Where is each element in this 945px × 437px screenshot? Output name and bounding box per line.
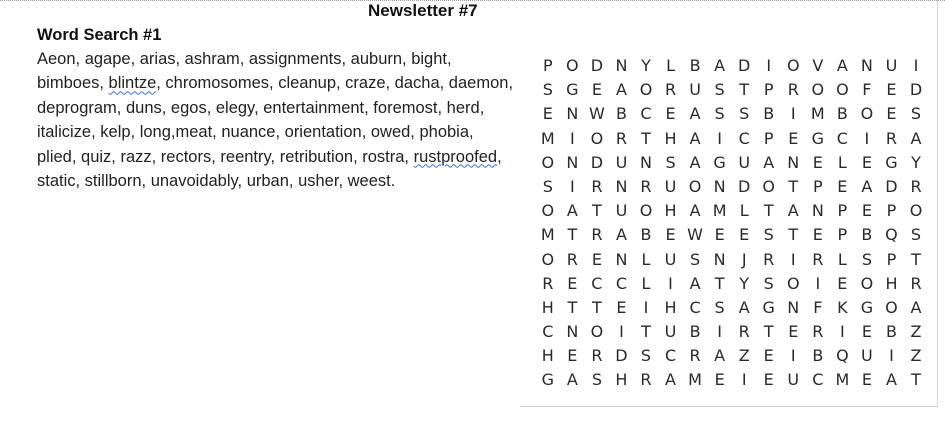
grid-letter: O bbox=[786, 56, 800, 75]
grid-letter: D bbox=[738, 56, 751, 75]
grid-letter: N bbox=[640, 152, 652, 172]
grid-row bbox=[537, 78, 927, 102]
grid-letter: S bbox=[690, 249, 701, 269]
grid-letter: A bbox=[763, 152, 775, 172]
grid-letter: Y bbox=[911, 152, 921, 172]
grid-letter: E bbox=[591, 249, 602, 269]
grid-letter: E bbox=[616, 297, 627, 317]
grid-letter: I bbox=[619, 322, 624, 342]
grid-letter: N bbox=[566, 152, 579, 172]
grid-row bbox=[537, 272, 927, 296]
grid-row bbox=[537, 320, 927, 344]
grid-letter: O bbox=[762, 176, 776, 196]
grid-letter: O bbox=[590, 128, 604, 148]
word-list bbox=[37, 47, 515, 193]
grid-letter: H bbox=[885, 273, 898, 293]
grid-letter: T bbox=[592, 297, 602, 317]
grid-letter: T bbox=[641, 322, 651, 342]
grid-letter: L bbox=[739, 201, 749, 221]
grid-letter: R bbox=[738, 322, 750, 342]
grid-letter: N bbox=[860, 56, 873, 75]
grid-letter: M bbox=[712, 201, 727, 221]
grid-letter: L bbox=[837, 152, 847, 172]
grid-letter: E bbox=[861, 201, 872, 221]
grid-letter: G bbox=[762, 297, 775, 317]
grid-letter: Z bbox=[910, 346, 922, 366]
grid-letter: N bbox=[713, 249, 726, 269]
newsletter-title: Newsletter #7 bbox=[368, 1, 478, 20]
grid-letter: R bbox=[566, 249, 578, 269]
grid-letter: E bbox=[665, 225, 676, 245]
grid-letter: R bbox=[885, 128, 898, 148]
grid-letter: L bbox=[666, 56, 675, 75]
grid-letter: E bbox=[861, 152, 872, 172]
grid-letter: S bbox=[739, 104, 750, 124]
grid-letter: D bbox=[885, 176, 898, 196]
grid-letter: E bbox=[886, 80, 897, 100]
grid-letter: R bbox=[763, 249, 775, 269]
grid-letter: A bbox=[787, 201, 799, 221]
grid-letter: A bbox=[566, 370, 578, 390]
grid-letter: A bbox=[738, 297, 750, 317]
grid-letter: C bbox=[591, 273, 603, 293]
grid-letter: S bbox=[910, 104, 922, 124]
grid-letter: I bbox=[766, 56, 772, 75]
grid-letter: O bbox=[836, 80, 849, 100]
grid-letter: E bbox=[763, 370, 774, 390]
grid-letter: S bbox=[665, 152, 676, 172]
grid-letter: B bbox=[640, 225, 652, 245]
grid-letter: P bbox=[763, 128, 774, 148]
grid-letter: Q bbox=[885, 225, 898, 245]
grid-letter: P bbox=[812, 176, 823, 196]
grid-letter: U bbox=[615, 201, 628, 221]
grid-letter: C bbox=[640, 104, 652, 124]
grid-letter: W bbox=[687, 225, 703, 245]
grid-letter: N bbox=[713, 176, 726, 196]
grid-letter: B bbox=[763, 104, 775, 124]
grid-letter: R bbox=[640, 176, 652, 196]
grid-letter: U bbox=[689, 80, 701, 100]
grid-letter: E bbox=[812, 152, 823, 172]
word-list-text: Aeon, agape, arias, ashram, assignments, auburn, bight, bimboes, bbox=[37, 50, 452, 93]
grid-letter: Z bbox=[738, 346, 750, 366]
grid-letter: T bbox=[788, 225, 799, 245]
grid-letter: C bbox=[689, 297, 701, 317]
grid-letter: S bbox=[640, 346, 652, 366]
grid-letter: M bbox=[835, 370, 850, 390]
grid-letter: I bbox=[913, 56, 919, 75]
grid-letter: O bbox=[885, 297, 898, 317]
grid-letter: U bbox=[664, 322, 677, 342]
grid-letter: M bbox=[540, 128, 555, 148]
grid-letter: I bbox=[643, 297, 649, 317]
grid-letter: T bbox=[911, 370, 921, 390]
grid-letter: E bbox=[714, 370, 725, 390]
grid-letter: L bbox=[641, 249, 651, 269]
grid-letter: I bbox=[569, 176, 575, 196]
grid-row bbox=[537, 54, 927, 78]
grid-letter: E bbox=[788, 322, 799, 342]
grid-letter: R bbox=[910, 273, 922, 293]
grid-letter: T bbox=[592, 201, 602, 221]
grid-letter: E bbox=[812, 225, 823, 245]
grid-letter: V bbox=[812, 56, 824, 75]
grid-letter: A bbox=[836, 56, 848, 75]
grid-row bbox=[537, 102, 927, 126]
grid-letter: M bbox=[810, 104, 825, 124]
grid-letter: O bbox=[786, 273, 800, 293]
grid-letter: O bbox=[590, 322, 604, 342]
grid-letter: B bbox=[885, 322, 897, 342]
grid-letter: H bbox=[664, 297, 677, 317]
grid-letter: A bbox=[714, 346, 726, 366]
grid-letter: A bbox=[689, 201, 701, 221]
grid-letter: C bbox=[738, 128, 750, 148]
grid-letter: N bbox=[615, 176, 628, 196]
grid-letter: I bbox=[815, 273, 821, 293]
word-list-text: , static, stillborn, unavoidably, urban, usher, weest. bbox=[37, 147, 502, 191]
grid-letter: D bbox=[615, 346, 628, 366]
grid-letter: A bbox=[689, 273, 701, 293]
grid-row bbox=[537, 296, 927, 320]
grid-letter: E bbox=[542, 104, 553, 124]
grid-letter: Y bbox=[641, 56, 651, 75]
grid-letter: T bbox=[911, 249, 921, 269]
grid-letter: O bbox=[909, 201, 923, 221]
grid-letter: T bbox=[714, 273, 725, 293]
grid-letter: A bbox=[566, 201, 578, 221]
grid-letter: N bbox=[787, 152, 800, 172]
grid-letter: E bbox=[739, 225, 750, 245]
grid-letter: N bbox=[811, 201, 824, 221]
grid-letter: M bbox=[540, 225, 555, 245]
grid-letter: B bbox=[861, 225, 873, 245]
grid-letter: G bbox=[713, 152, 726, 172]
grid-letter: U bbox=[885, 56, 898, 75]
grid-letter: E bbox=[886, 104, 897, 124]
grid-letter: C bbox=[615, 273, 628, 293]
grid-letter: K bbox=[837, 297, 848, 317]
grid-letter: D bbox=[590, 56, 604, 75]
grid-letter: O bbox=[541, 201, 555, 221]
grid-row bbox=[537, 248, 927, 272]
grid-letter: S bbox=[714, 104, 725, 124]
grid-letter: A bbox=[861, 176, 873, 196]
grid-letter: S bbox=[714, 297, 725, 317]
grid-letter: I bbox=[790, 346, 796, 366]
grid-letter: Q bbox=[836, 346, 849, 366]
grid-letter: I bbox=[864, 128, 870, 148]
grid-letter: I bbox=[717, 322, 722, 342]
grid-letter: Y bbox=[739, 273, 750, 293]
word-search-heading: Word Search #1 bbox=[37, 26, 162, 44]
grid-letter: H bbox=[615, 370, 628, 390]
grid-letter: N bbox=[566, 104, 579, 124]
grid-letter: U bbox=[861, 346, 873, 366]
grid-letter: N bbox=[615, 249, 628, 269]
grid-letter: R bbox=[542, 273, 554, 293]
grid-letter: R bbox=[812, 249, 824, 269]
grid-letter: I bbox=[790, 249, 796, 269]
grid-letter: I bbox=[569, 128, 575, 148]
grid-letter: R bbox=[664, 80, 677, 100]
grid-letter: G bbox=[541, 370, 554, 390]
grid-letter: A bbox=[615, 225, 627, 245]
grid-letter: E bbox=[788, 128, 799, 148]
grid-letter: D bbox=[738, 176, 751, 196]
grid-letter: G bbox=[885, 152, 898, 172]
grid-letter: B bbox=[836, 104, 848, 124]
grid-letter: B bbox=[812, 346, 824, 366]
grid-letter: G bbox=[566, 80, 579, 100]
grid-letter: F bbox=[813, 297, 823, 317]
grid-letter: O bbox=[860, 104, 874, 124]
grid-letter: E bbox=[714, 225, 725, 245]
grid-letter: L bbox=[641, 273, 651, 293]
grid-letter: D bbox=[590, 152, 604, 172]
grid-letter: S bbox=[591, 370, 602, 390]
grid-letter: E bbox=[861, 370, 872, 390]
grid-letter: Z bbox=[910, 322, 922, 342]
grid-letter: R bbox=[591, 346, 603, 366]
grid-letter: S bbox=[763, 273, 774, 293]
grid-letter: O bbox=[860, 273, 874, 293]
grid-letter: R bbox=[787, 80, 799, 100]
grid-letter: T bbox=[739, 80, 750, 100]
grid-letter: J bbox=[741, 249, 747, 269]
grid-letter: R bbox=[591, 176, 603, 196]
grid-letter: R bbox=[591, 225, 603, 245]
grid-letter: S bbox=[542, 176, 553, 196]
grid-letter: E bbox=[567, 273, 578, 293]
grid-letter: S bbox=[714, 80, 725, 100]
word-list-text: , chromosomes, cleanup, craze, dacha, daemon, deprogram, duns, egos, elegy, entertainment, foremost, herd, italicize, kelp, long,meat, nuance, orientation, owed, phobia, plied, quiz, razz, rectors, reentry, retribution, rostra, bbox=[37, 74, 514, 166]
grid-letter: U bbox=[787, 370, 800, 390]
grid-letter: B bbox=[689, 56, 701, 75]
grid-letter: I bbox=[889, 346, 894, 366]
grid-row bbox=[537, 368, 927, 392]
grid-letter: O bbox=[688, 176, 702, 196]
grid-letter: P bbox=[542, 56, 553, 75]
letter-grid bbox=[537, 54, 927, 393]
grid-row bbox=[537, 223, 927, 247]
grid-letter: H bbox=[541, 297, 554, 317]
grid-letter: T bbox=[567, 297, 578, 317]
grid-letter: H bbox=[664, 201, 677, 221]
grid-letter: U bbox=[664, 176, 677, 196]
grid-letter: R bbox=[812, 322, 824, 342]
grid-letter: U bbox=[738, 152, 751, 172]
grid-letter: E bbox=[591, 80, 602, 100]
grid-letter: C bbox=[836, 128, 848, 148]
grid-letter: N bbox=[566, 322, 579, 342]
grid-letter: N bbox=[787, 297, 800, 317]
grid-letter: B bbox=[615, 104, 627, 124]
grid-letter: I bbox=[668, 273, 673, 293]
grid-letter: E bbox=[837, 176, 848, 196]
grid-letter: O bbox=[639, 80, 653, 100]
grid-letter: A bbox=[689, 128, 701, 148]
grid-letter: A bbox=[885, 370, 897, 390]
spellcheck-flagged-word[interactable]: blintze bbox=[108, 74, 157, 93]
grid-letter: P bbox=[886, 249, 897, 269]
grid-letter: U bbox=[664, 249, 677, 269]
grid-letter: A bbox=[615, 80, 627, 100]
grid-letter: E bbox=[567, 346, 578, 366]
grid-row bbox=[537, 127, 927, 151]
grid-letter: I bbox=[790, 104, 796, 124]
grid-letter: O bbox=[639, 201, 653, 221]
grid-letter: A bbox=[714, 56, 726, 75]
grid-letter: D bbox=[909, 80, 923, 100]
grid-letter: A bbox=[665, 370, 676, 390]
grid-letter: S bbox=[910, 225, 922, 245]
grid-letter: U bbox=[615, 152, 628, 172]
grid-letter: S bbox=[861, 249, 872, 269]
grid-letter: S bbox=[763, 225, 774, 245]
grid-letter: N bbox=[615, 56, 628, 75]
grid-letter: P bbox=[763, 80, 774, 100]
grid-letter: T bbox=[788, 176, 799, 196]
grid-letter: I bbox=[717, 128, 722, 148]
grid-letter: O bbox=[566, 56, 579, 75]
grid-letter: G bbox=[860, 297, 874, 317]
grid-letter: I bbox=[840, 322, 845, 342]
grid-letter: E bbox=[861, 322, 872, 342]
grid-letter: F bbox=[862, 80, 872, 100]
grid-row bbox=[537, 344, 927, 368]
grid-letter: T bbox=[763, 201, 774, 221]
grid-letter: O bbox=[541, 249, 555, 269]
grid-letter: E bbox=[763, 346, 774, 366]
grid-letter: R bbox=[615, 128, 627, 148]
grid-letter: G bbox=[811, 128, 825, 148]
grid-letter: O bbox=[541, 152, 555, 172]
grid-letter: L bbox=[837, 249, 847, 269]
spellcheck-flagged-word[interactable]: rustproofed bbox=[413, 147, 498, 166]
grid-letter: R bbox=[640, 370, 652, 390]
grid-row bbox=[537, 175, 927, 199]
grid-letter: S bbox=[542, 80, 553, 100]
grid-letter: A bbox=[910, 297, 922, 317]
grid-letter: E bbox=[837, 273, 848, 293]
grid-letter: O bbox=[811, 80, 825, 100]
grid-letter: A bbox=[910, 128, 922, 148]
grid-letter: A bbox=[689, 104, 701, 124]
grid-letter: T bbox=[567, 225, 578, 245]
grid-letter: T bbox=[641, 128, 651, 148]
grid-letter: R bbox=[910, 176, 922, 196]
grid-letter: W bbox=[588, 104, 605, 124]
grid-letter: H bbox=[664, 128, 677, 148]
grid-letter: C bbox=[542, 322, 554, 342]
grid-letter: P bbox=[886, 201, 897, 221]
grid-letter: C bbox=[664, 346, 677, 366]
grid-row bbox=[537, 199, 927, 223]
grid-letter: I bbox=[741, 370, 747, 390]
grid-letter: A bbox=[689, 152, 701, 172]
grid-letter: T bbox=[763, 322, 774, 342]
grid-letter: M bbox=[688, 370, 702, 390]
grid-row bbox=[537, 151, 927, 175]
grid-letter: P bbox=[837, 225, 848, 245]
grid-letter: C bbox=[812, 370, 824, 390]
grid-letter: B bbox=[689, 322, 701, 342]
grid-letter: R bbox=[689, 346, 701, 366]
grid-letter: P bbox=[837, 201, 848, 221]
grid-letter: E bbox=[665, 104, 676, 124]
grid-letter: H bbox=[541, 346, 554, 366]
